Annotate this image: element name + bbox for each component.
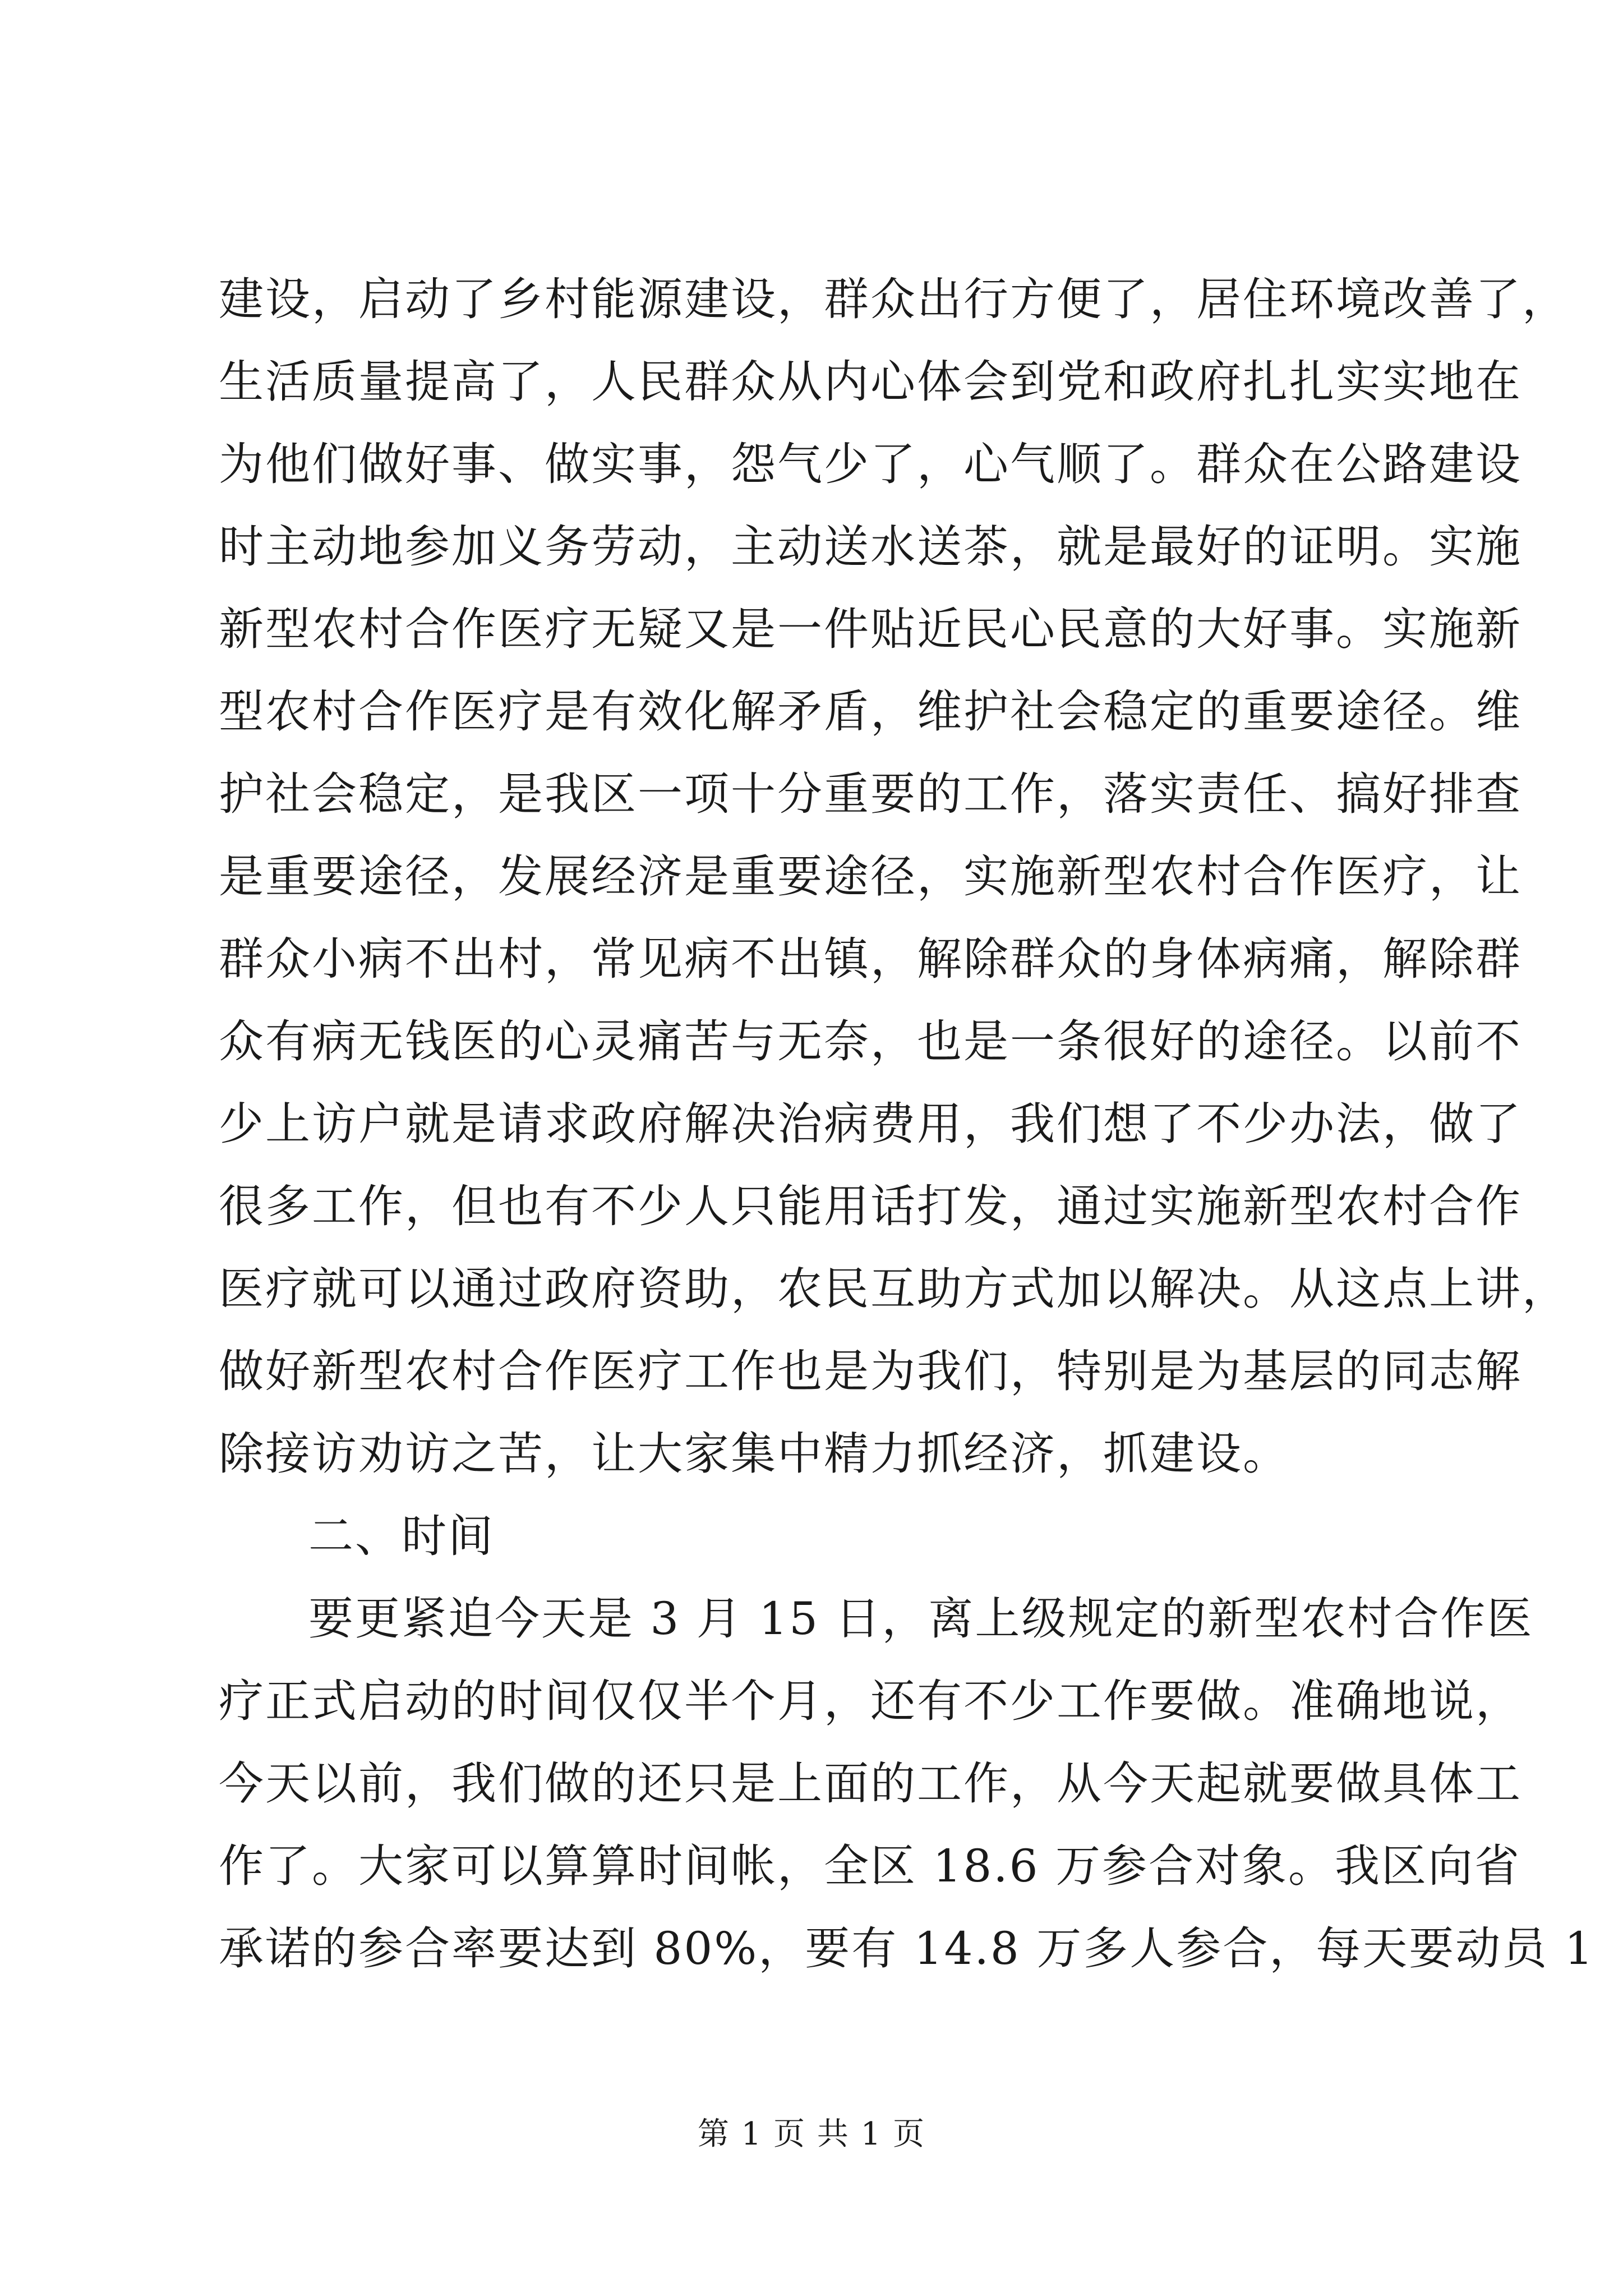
body-line: 群众小病不出村，常见病不出镇，解除群众的身体病痛，解除群 xyxy=(219,933,1522,985)
document-body xyxy=(219,258,1595,1990)
body-line: 是重要途径，发展经济是重要途径，实施新型农村合作医疗，让 xyxy=(219,850,1522,903)
page-footer: 第 1 页 共 1 页 xyxy=(697,2116,926,2152)
body-line: 少上访户就是请求政府解决治病费用，我们想了不少办法，做了 xyxy=(219,1098,1522,1150)
section-line: 疗正式启动的时间仅仅半个月，还有不少工作要做。准确地说， xyxy=(219,1675,1522,1727)
body-line: 新型农村合作医疗无疑又是一件贴近民心民意的大好事。实施新 xyxy=(219,603,1522,655)
section-line: 作了。大家可以算算时间帐，全区 18.6 万参合对象。我区向省 xyxy=(219,1840,1521,1892)
body-line: 建设，启动了乡村能源建设，群众出行方便了，居住环境改善了， xyxy=(219,273,1569,325)
body-line: 时主动地参加义务劳动，主动送水送茶，就是最好的证明。实施 xyxy=(219,521,1522,573)
section-heading: 二、时间 xyxy=(308,1510,495,1562)
body-line: 众有病无钱医的心灵痛苦与无奈，也是一条很好的途径。以前不 xyxy=(219,1015,1522,1068)
body-line: 除接访劝访之苦，让大家集中精力抓经济，抓建设。 xyxy=(219,1428,1289,1480)
section-line: 今天以前，我们做的还只是上面的工作，从今天起就要做具体工 xyxy=(219,1757,1522,1810)
body-line: 很多工作，但也有不少人只能用话打发，通过实施新型农村合作 xyxy=(219,1180,1522,1232)
body-line: 医疗就可以通过政府资助，农民互助方式加以解决。从这点上讲， xyxy=(219,1263,1569,1315)
body-line: 生活质量提高了，人民群众从内心体会到党和政府扎扎实实地在 xyxy=(219,356,1522,408)
section-line: 承诺的参合率要达到 80%，要有 14.8 万多人参合，每天要动员 1 xyxy=(219,1922,1595,1975)
body-line: 做好新型农村合作医疗工作也是为我们，特别是为基层的同志解 xyxy=(219,1345,1522,1397)
section-line: 要更紧迫今天是 3 月 15 日，离上级规定的新型农村合作医 xyxy=(308,1593,1534,1645)
body-line: 为他们做好事、做实事，怨气少了，心气顺了。群众在公路建设 xyxy=(219,438,1522,490)
body-line: 护社会稳定，是我区一项十分重要的工作，落实责任、搞好排查 xyxy=(219,768,1522,820)
body-line: 型农村合作医疗是有效化解矛盾，维护社会稳定的重要途径。维 xyxy=(219,685,1522,738)
